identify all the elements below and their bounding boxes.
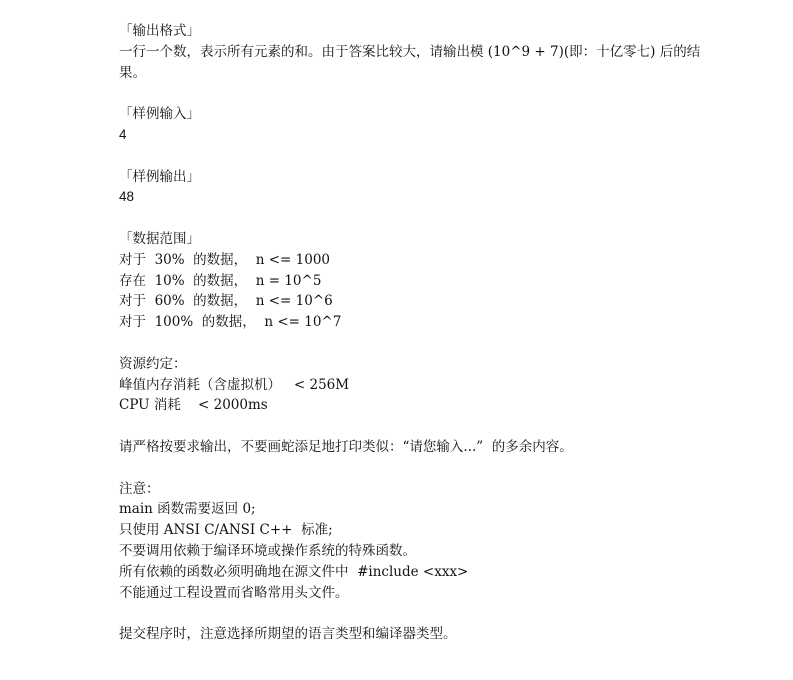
- note-line: 所有依赖的函数必须明确地在源文件中 #include <xxx>: [119, 563, 469, 580]
- note-line: 不要调用依赖于编译环境或操作系统的特殊函数。: [119, 542, 416, 559]
- submit-note: 提交程序时，注意选择所期望的语言类型和编译器类型。: [119, 626, 457, 643]
- resource-cpu-line: CPU 消耗 < 2000ms: [119, 397, 268, 414]
- data-range-line: 对于 30% 的数据， n <= 1000: [119, 251, 331, 268]
- sample-input-heading: 「样例输入」: [119, 106, 200, 123]
- note-line: 不能通过工程设置而省略常用头文件。: [119, 584, 349, 601]
- sample-input-value: 4: [119, 126, 127, 142]
- data-range-line: 存在 10% 的数据， n = 10^5: [119, 272, 322, 289]
- sample-output-value: 48: [119, 189, 135, 205]
- resources-heading: 资源约定：: [119, 355, 187, 372]
- resource-memory-line: 峰值内存消耗（含虚拟机） < 256M: [119, 376, 350, 393]
- output-format-body: 一行一个数，表示所有元素的和。由于答案比较大，请输出模 (10^9 + 7)(即：十亿零七) 后的结果。: [119, 43, 701, 81]
- notes-heading: 注意：: [119, 480, 160, 497]
- note-line: main 函数需要返回 0;: [119, 501, 256, 518]
- problem-statement: [119, 21, 709, 645]
- sample-output-heading: 「样例输出」: [119, 168, 200, 185]
- data-range-heading: 「数据范围」: [119, 230, 200, 247]
- strict-output-note: 请严格按要求输出，不要画蛇添足地打印类似：“请您输入...” 的多余内容。: [119, 438, 573, 455]
- data-range-line: 对于 60% 的数据， n <= 10^6: [119, 293, 333, 310]
- data-range-line: 对于 100% 的数据， n <= 10^7: [119, 314, 342, 331]
- output-format-heading: 「输出格式」: [119, 23, 200, 39]
- note-line: 只使用 ANSI C/ANSI C++ 标准;: [119, 522, 333, 539]
